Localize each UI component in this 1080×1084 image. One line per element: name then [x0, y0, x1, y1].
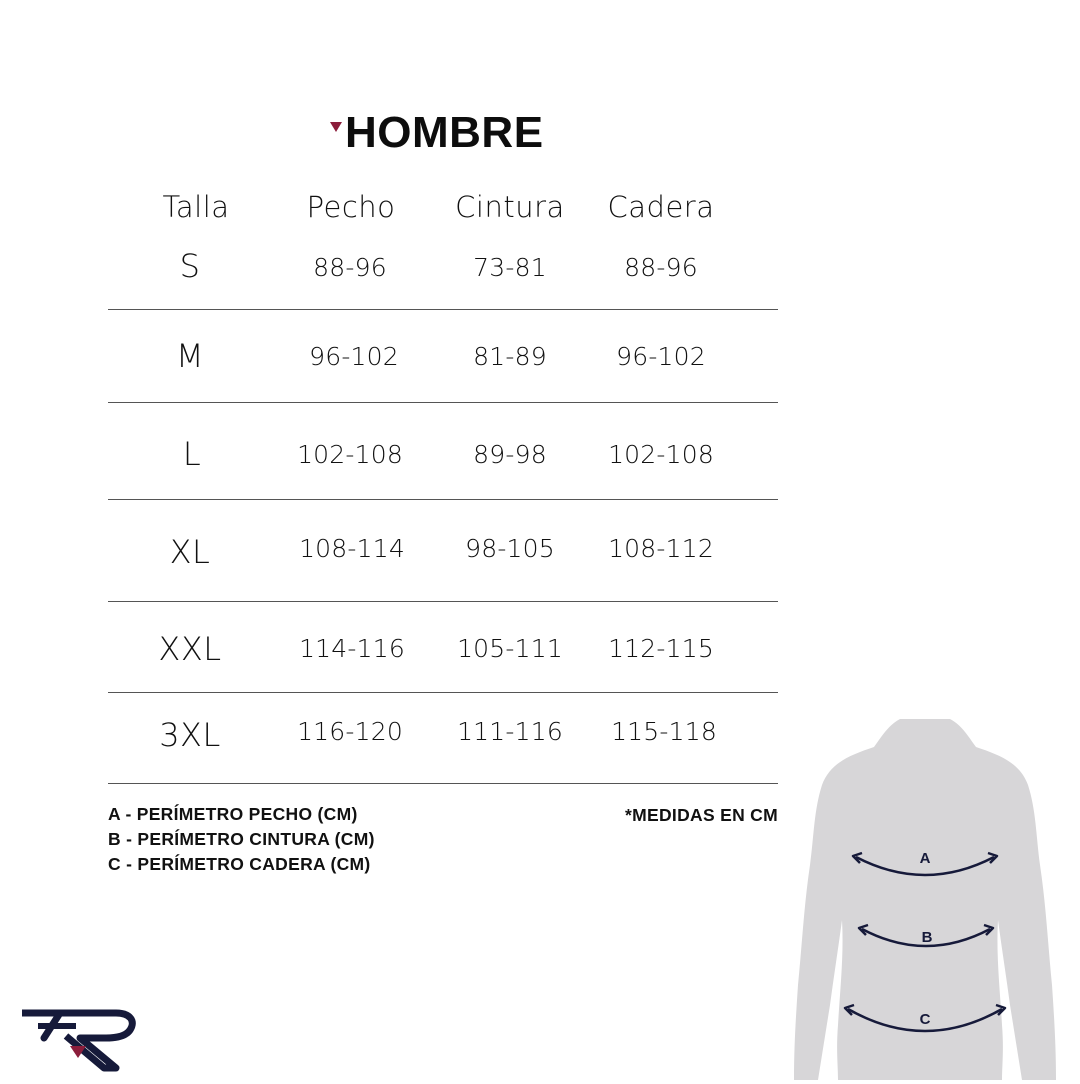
- size-label: XL: [169, 533, 211, 571]
- size-label: S: [179, 247, 201, 285]
- pecho-value: 108-114: [299, 534, 405, 563]
- body-measurement-figure: [790, 715, 1060, 1084]
- cintura-value: 73-81: [473, 253, 547, 282]
- cadera-value: 112-115: [608, 634, 714, 663]
- size-label: L: [182, 435, 202, 473]
- cintura-value: 111-116: [457, 717, 563, 746]
- pecho-value: 96-102: [309, 342, 399, 371]
- header-talla: Talla: [162, 190, 230, 224]
- pecho-value: 102-108: [297, 440, 403, 469]
- brand-logo-icon: [20, 1006, 140, 1072]
- row-divider: [108, 402, 778, 403]
- torso-silhouette: [790, 715, 1060, 1080]
- legend-item-a: A - PERÍMETRO PECHO (CM): [108, 804, 358, 824]
- row-divider: [108, 783, 778, 784]
- row-divider: [108, 601, 778, 602]
- measure-label-c: C: [919, 1011, 931, 1028]
- cintura-value: 81-89: [473, 342, 547, 371]
- measure-label-b: B: [921, 929, 933, 946]
- cadera-value: 96-102: [616, 342, 706, 371]
- units-note: *MEDIDAS EN CM: [625, 805, 778, 825]
- size-label: 3XL: [159, 716, 221, 754]
- triangle-marker-icon: [330, 122, 342, 132]
- size-label: XXL: [158, 630, 222, 668]
- legend-item-c: C - PERÍMETRO CADERA (CM): [108, 854, 371, 874]
- header-cintura: Cintura: [455, 190, 565, 224]
- row-divider: [108, 499, 778, 500]
- cintura-value: 105-111: [457, 634, 563, 663]
- page-title: [330, 108, 544, 158]
- header-cadera: Cadera: [607, 190, 715, 224]
- size-label: M: [175, 337, 205, 375]
- measure-label-a: A: [919, 850, 931, 867]
- cintura-value: 89-98: [473, 440, 547, 469]
- cadera-value: 88-96: [624, 253, 698, 282]
- cadera-value: 115-118: [611, 717, 717, 746]
- cadera-value: 102-108: [608, 440, 714, 469]
- header-pecho: Pecho: [306, 190, 396, 224]
- legend-item-b: B - PERÍMETRO CINTURA (CM): [108, 829, 375, 849]
- page-title-text: HOMBRE: [345, 108, 544, 157]
- pecho-value: 88-96: [313, 253, 387, 282]
- pecho-value: 116-120: [297, 717, 403, 746]
- row-divider: [108, 692, 778, 693]
- cintura-value: 98-105: [465, 534, 555, 563]
- cadera-value: 108-112: [608, 534, 714, 563]
- row-divider: [108, 309, 778, 310]
- brand-logo: [20, 1006, 140, 1076]
- pecho-value: 114-116: [299, 634, 405, 663]
